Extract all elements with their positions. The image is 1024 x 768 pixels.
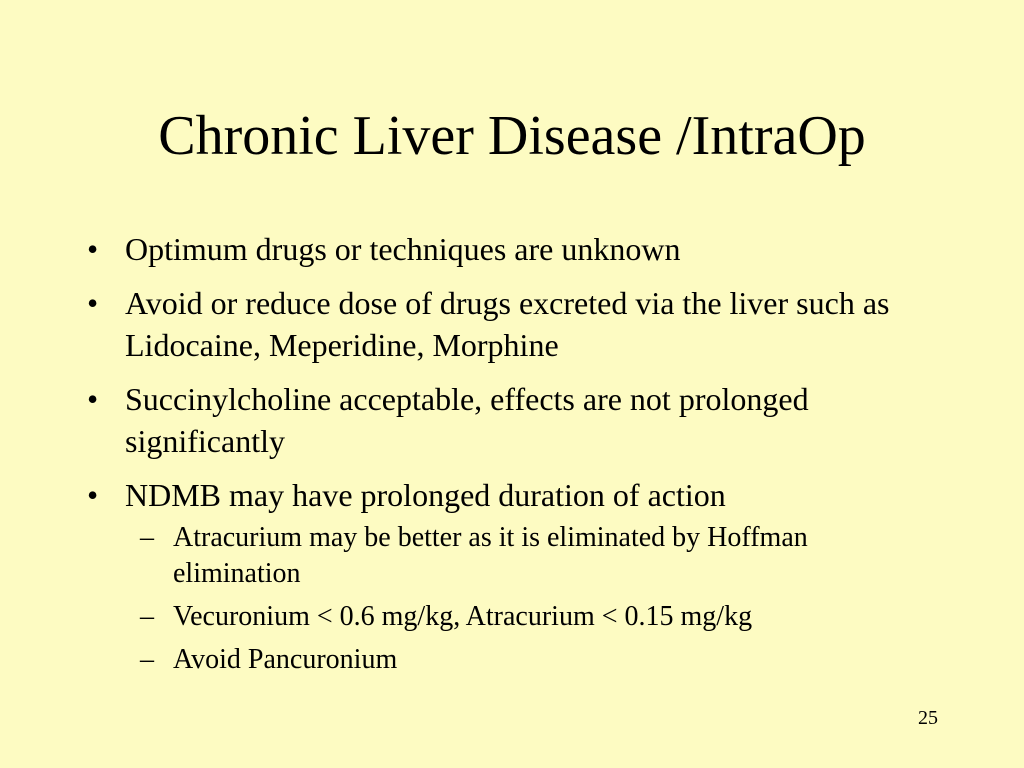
bullet-icon: • bbox=[87, 381, 99, 417]
sub-bullet-text: Avoid Pancuronium bbox=[173, 644, 398, 675]
bullet-text: Avoid or reduce dose of drugs excreted via the liver such as Lidocaine, Meperidine, Morphine bbox=[125, 285, 890, 363]
dash-icon: – bbox=[140, 601, 154, 632]
page-number: 25 bbox=[918, 707, 938, 729]
sub-bullet-item bbox=[87, 520, 907, 592]
bullet-list bbox=[87, 228, 907, 685]
dash-icon: – bbox=[140, 522, 154, 553]
bullet-icon: • bbox=[87, 231, 99, 267]
bullet-text: NDMB may have prolonged duration of action bbox=[125, 477, 726, 513]
sub-bullet-item bbox=[87, 599, 907, 635]
slide-title: Chronic Liver Disease /IntraOp bbox=[158, 105, 866, 167]
sub-bullet-text: Atracurium may be better as it is eliminated by Hoffman elimination bbox=[173, 522, 808, 589]
bullet-icon: • bbox=[87, 285, 99, 321]
sub-bullet-group bbox=[87, 520, 907, 678]
sub-bullet-list bbox=[87, 520, 907, 678]
sub-bullet-item bbox=[87, 642, 907, 678]
bullet-item bbox=[87, 474, 907, 516]
bullet-text: Succinylcholine acceptable, effects are not prolonged significantly bbox=[125, 381, 809, 459]
dash-icon: – bbox=[140, 644, 154, 675]
bullet-item bbox=[87, 378, 907, 462]
sub-bullet-text: Vecuronium < 0.6 mg/kg, Atracurium < 0.15 mg/kg bbox=[173, 601, 753, 632]
bullet-icon: • bbox=[87, 477, 99, 513]
bullet-item bbox=[87, 282, 907, 366]
bullet-item bbox=[87, 228, 907, 270]
bullet-text: Optimum drugs or techniques are unknown bbox=[125, 231, 681, 267]
